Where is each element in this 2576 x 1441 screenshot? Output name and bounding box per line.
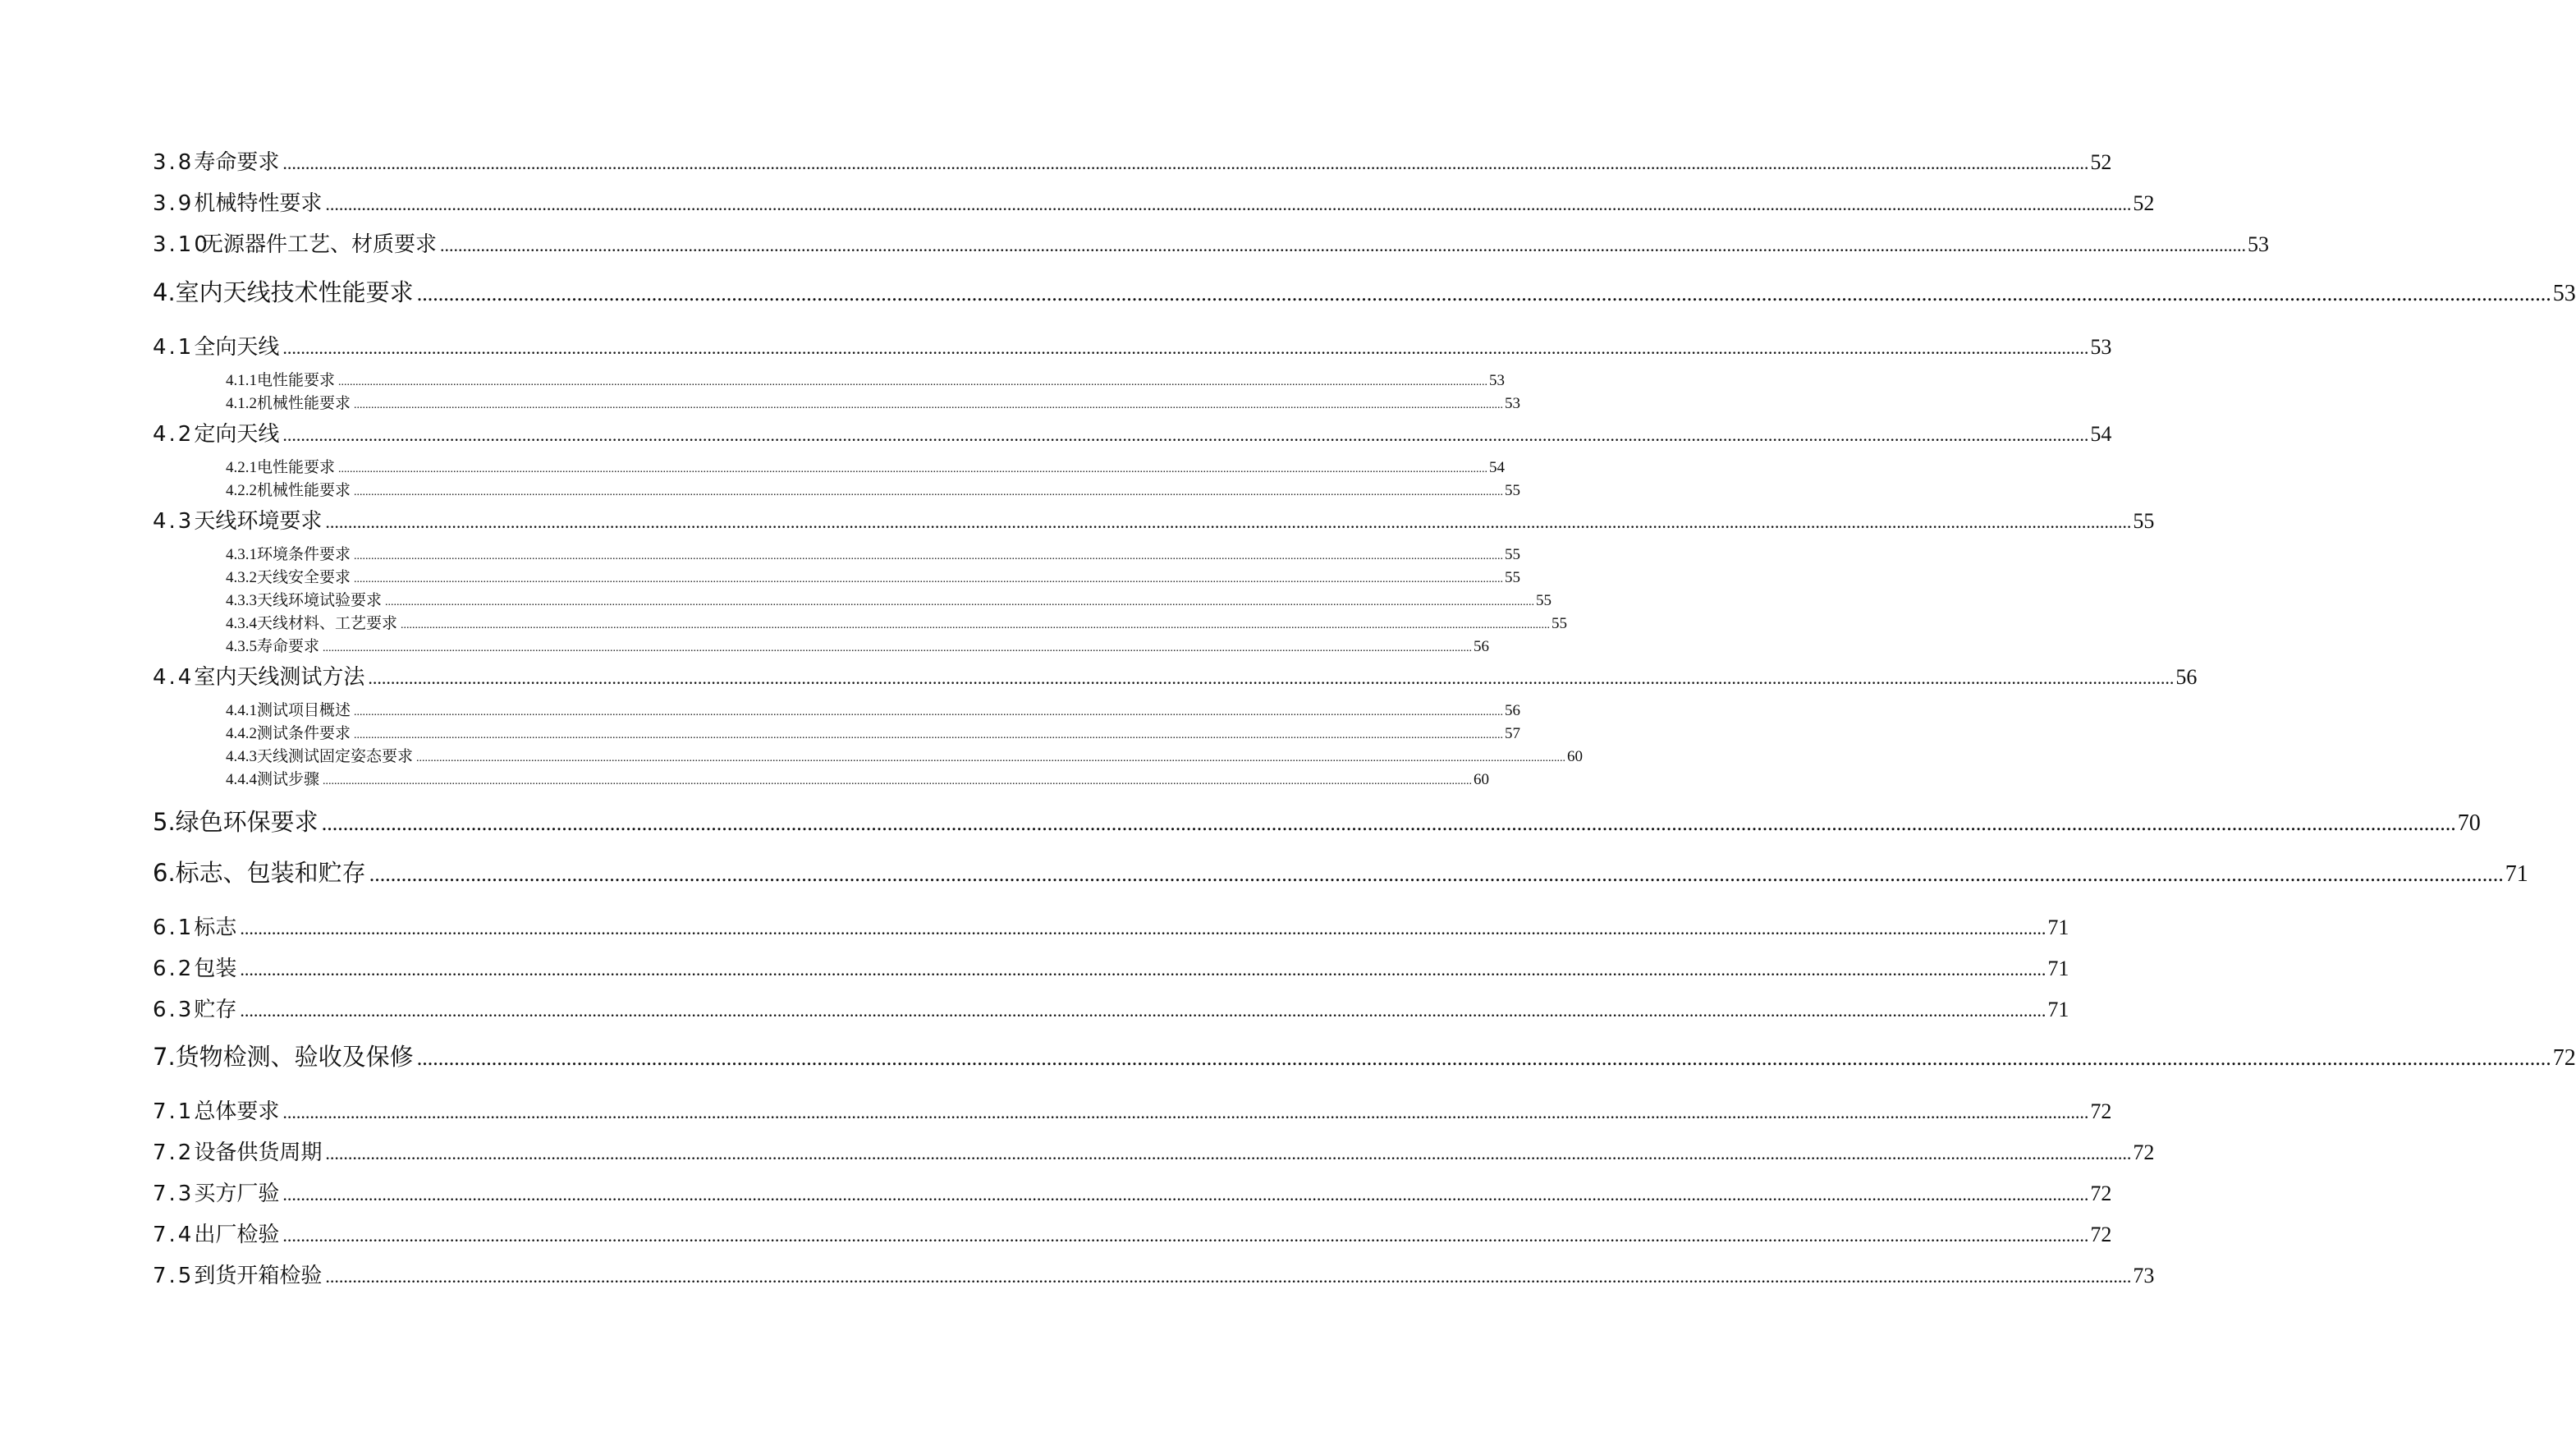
toc-entry-number: 4.4.1 [226,702,257,719]
toc-entry-title: 无源器件工艺、材质要求 [202,232,438,257]
toc-entry[interactable] [153,952,2070,981]
toc-entry-title: 机械性能要求 [257,481,351,499]
toc-entry[interactable] [153,227,2270,257]
toc-dot-leader: ................................................................................................................................................................................................................................................................................................................................................................................................................ [385,596,1535,608]
toc-dot-leader: ................................................................................................................................................................................................................................................................................................................................................................................................................ [323,642,1473,654]
toc-entry[interactable] [226,478,1521,499]
toc-entry-number: 4.3.5 [226,638,257,655]
toc-dot-leader: ................................................................................................................................................................................................................................................................................................................................................................................................................ [354,486,1504,498]
toc-entry-page: 54 [2090,422,2112,446]
toc-entry-number: 6.1 [153,916,195,940]
toc-entry[interactable] [153,330,2112,360]
toc-entry[interactable] [226,744,1584,765]
toc-entry[interactable] [153,993,2070,1022]
toc-entry-number: 4.1.1 [226,372,257,389]
toc-dot-leader: ................................................................................................................................................................................................................................................................................................................................................................................................................ [240,918,2047,938]
toc-entry-page: 72 [2090,1099,2112,1123]
toc-entry-page: 55 [1536,592,1552,609]
toc-entry-page: 60 [1567,748,1584,765]
toc-entry-page: 71 [2505,861,2528,887]
toc-entry-page: 56 [1474,638,1490,655]
toc-entry-number: 7.3 [153,1182,195,1206]
toc-dot-leader: ................................................................................................................................................................................................................................................................................................................................................................................................................ [325,1143,2132,1163]
toc-entry-page: 72 [2090,1182,2112,1205]
toc-dot-leader: ................................................................................................................................................................................................................................................................................................................................................................................................................ [338,376,1488,388]
toc-entry-title: 天线测试固定姿态要求 [257,747,414,765]
toc-entry[interactable] [153,1136,2155,1165]
toc-dot-leader: ................................................................................................................................................................................................................................................................................................................................................................................................................ [323,775,1473,787]
toc-entry-title: 定向天线 [194,422,280,447]
toc-dot-leader: ................................................................................................................................................................................................................................................................................................................................................................................................................ [416,1046,2551,1070]
toc-entry-title: 寿命要求 [194,150,280,175]
toc-entry-number: 7. [153,1043,176,1071]
toc-entry[interactable] [153,804,2481,836]
toc-entry-page: 72 [2133,1140,2155,1164]
toc-entry-number: 7.5 [153,1264,195,1288]
toc-entry[interactable] [153,145,2112,175]
toc-dot-leader: ................................................................................................................................................................................................................................................................................................................................................................................................................ [240,1000,2047,1021]
toc-entry-page: 71 [2047,957,2070,980]
toc-entry-number: 6.2 [153,957,195,981]
toc-entry-page: 55 [1505,569,1521,586]
toc-entry[interactable] [226,611,1568,632]
toc-entry-title: 室内天线技术性能要求 [175,278,414,306]
toc-dot-leader: ................................................................................................................................................................................................................................................................................................................................................................................................................ [240,959,2047,980]
toc-entry-title: 出厂检验 [194,1223,280,1247]
toc-entry-number: 4.4.2 [226,725,257,742]
toc-dot-leader: ................................................................................................................................................................................................................................................................................................................................................................................................................ [325,1266,2132,1287]
toc-entry-number: 4.2.1 [226,459,257,476]
toc-entry[interactable] [153,417,2112,447]
toc-entry-title: 寿命要求 [257,637,320,655]
toc-entry-number: 3.9 [153,191,195,216]
toc-dot-leader: ................................................................................................................................................................................................................................................................................................................................................................................................................ [354,399,1504,411]
toc-entry-page: 55 [1505,482,1521,499]
toc-entry-title: 到货开箱检验 [194,1264,323,1288]
toc-entry[interactable] [226,767,1490,788]
toc-entry-number: 4.2 [153,422,195,447]
toc-entry[interactable] [226,721,1521,742]
toc-entry-page: 72 [2090,1223,2112,1246]
toc-entry[interactable] [226,588,1552,609]
toc-entry[interactable] [153,911,2070,940]
toc-entry[interactable] [153,186,2155,216]
toc-entry-number: 4.3.1 [226,546,257,563]
toc-entry-number: 4. [153,278,176,306]
toc-entry[interactable] [226,634,1490,655]
toc-entry[interactable] [153,1218,2112,1247]
toc-dot-leader: ................................................................................................................................................................................................................................................................................................................................................................................................................ [325,194,2132,214]
toc-entry-number: 3.8 [153,150,195,175]
toc-entry-title: 包装 [194,957,237,981]
toc-entry[interactable] [153,1039,2576,1071]
toc-entry-number: 5. [153,808,176,836]
toc-entry-title: 电性能要求 [257,458,336,476]
toc-entry-page: 55 [2133,509,2155,533]
toc-entry-page: 71 [2047,998,2070,1021]
toc-entry-page: 57 [1505,725,1521,742]
toc-entry[interactable] [153,1259,2155,1288]
toc-entry-number: 4.2.2 [226,482,257,499]
toc-entry-page: 53 [2552,281,2576,306]
toc-dot-leader: ................................................................................................................................................................................................................................................................................................................................................................................................................ [369,862,2504,886]
toc-entry-page: 73 [2133,1264,2155,1287]
toc-entry-title: 天线安全要求 [257,568,351,586]
toc-entry-page: 60 [1474,771,1490,788]
toc-entry-page: 72 [2552,1045,2576,1071]
toc-entry-title: 绿色环保要求 [175,808,319,836]
toc-entry-title: 测试项目概述 [257,701,351,719]
toc-entry-title: 天线材料、工艺要求 [257,614,398,632]
toc-entry-page: 53 [2090,335,2112,359]
toc-dot-leader: ................................................................................................................................................................................................................................................................................................................................................................................................................ [401,619,1551,631]
toc-entry-number: 7.4 [153,1223,195,1247]
toc-dot-leader: ................................................................................................................................................................................................................................................................................................................................................................................................................ [282,1184,2089,1205]
toc-dot-leader: ................................................................................................................................................................................................................................................................................................................................................................................................................ [282,424,2089,445]
toc-entry[interactable] [153,1095,2112,1124]
toc-entry-page: 52 [2090,150,2112,174]
toc-entry-title: 贮存 [194,998,237,1022]
toc-entry-title: 测试步骤 [257,770,320,788]
toc-dot-leader: ................................................................................................................................................................................................................................................................................................................................................................................................................ [354,550,1504,562]
toc-entry-title: 标志 [194,916,237,940]
toc-entry-number: 4.1 [153,335,195,360]
toc-entry-title: 买方厂验 [194,1182,280,1206]
toc-entry-title: 设备供货周期 [194,1140,323,1165]
toc-entry-page: 55 [1552,615,1568,632]
toc-entry[interactable] [226,368,1506,389]
toc-entry-page: 53 [2248,232,2270,256]
toc-entry-title: 机械特性要求 [194,191,323,216]
toc-dot-leader: ................................................................................................................................................................................................................................................................................................................................................................................................................ [416,282,2551,305]
toc-entry-number: 4.3 [153,509,195,534]
toc-entry[interactable] [226,565,1521,586]
toc-dot-leader: ................................................................................................................................................................................................................................................................................................................................................................................................................ [325,512,2132,532]
toc-entry[interactable] [226,455,1506,476]
toc-entry-number: 4.4.3 [226,748,257,765]
toc-dot-leader: ................................................................................................................................................................................................................................................................................................................................................................................................................ [321,811,2456,835]
toc-entry-page: 55 [1505,546,1521,563]
toc-entry-title: 天线环境要求 [194,509,323,534]
toc-entry-number: 7.1 [153,1099,195,1124]
toc-dot-leader: ................................................................................................................................................................................................................................................................................................................................................................................................................ [354,573,1504,585]
toc-dot-leader: ................................................................................................................................................................................................................................................................................................................................................................................................................ [440,235,2247,255]
toc-dot-leader: ................................................................................................................................................................................................................................................................................................................................................................................................................ [282,1225,2089,1246]
toc-entry-title: 测试条件要求 [257,724,351,742]
toc-entry-number: 4.3.3 [226,592,257,609]
toc-entry-title: 电性能要求 [257,371,336,389]
toc-entry-title: 环境条件要求 [257,545,351,563]
toc-entry-number: 4.3.2 [226,569,257,586]
toc-entry[interactable] [153,504,2155,534]
toc-entry[interactable] [153,274,2576,306]
toc-dot-leader: ................................................................................................................................................................................................................................................................................................................................................................................................................ [354,706,1504,718]
toc-entry-number: 3.10 [153,232,210,257]
toc-entry[interactable] [226,542,1521,563]
toc-entry-number: 4.1.2 [226,395,257,412]
toc-dot-leader: ................................................................................................................................................................................................................................................................................................................................................................................................................ [354,729,1504,741]
toc-entry-number: 4.4 [153,665,195,690]
toc-dot-leader: ................................................................................................................................................................................................................................................................................................................................................................................................................ [416,752,1566,764]
toc-entry-number: 6. [153,859,176,887]
toc-entry-page: 54 [1489,459,1506,476]
toc-entry-title: 标志、包装和贮存 [175,859,366,887]
toc-entry[interactable] [153,660,2198,690]
toc-dot-leader: ................................................................................................................................................................................................................................................................................................................................................................................................................ [282,337,2089,358]
toc-entry-title: 天线环境试验要求 [257,591,383,609]
toc-entry[interactable] [226,391,1521,412]
toc-entry-number: 4.4.4 [226,771,257,788]
toc-entry-page: 53 [1489,372,1506,389]
toc-entry-number: 4.3.4 [226,615,257,632]
toc-entry-title: 室内天线测试方法 [194,665,365,690]
toc-entry-page: 56 [2175,665,2198,689]
toc-dot-leader: ................................................................................................................................................................................................................................................................................................................................................................................................................ [368,668,2175,688]
toc-entry[interactable] [153,1177,2112,1206]
toc-entry[interactable] [153,855,2528,887]
toc-entry-title: 机械性能要求 [257,394,351,412]
toc-entry-page: 53 [1505,395,1521,412]
toc-entry-page: 52 [2133,191,2155,215]
toc-entry-page: 56 [1505,702,1521,719]
toc-entry-number: 7.2 [153,1140,195,1165]
toc-entry-number: 6.3 [153,998,195,1022]
toc-entry-page: 71 [2047,916,2070,939]
toc-dot-leader: ................................................................................................................................................................................................................................................................................................................................................................................................................ [282,1102,2089,1122]
toc-entry-title: 总体要求 [194,1099,280,1124]
toc-dot-leader: ................................................................................................................................................................................................................................................................................................................................................................................................................ [338,463,1488,475]
toc-entry-title: 全向天线 [194,335,280,360]
toc-entry-page: 70 [2457,810,2481,836]
toc-entry-title: 货物检测、验收及保修 [175,1043,414,1071]
toc-entry[interactable] [226,698,1521,719]
toc-dot-leader: ................................................................................................................................................................................................................................................................................................................................................................................................................ [282,153,2089,173]
